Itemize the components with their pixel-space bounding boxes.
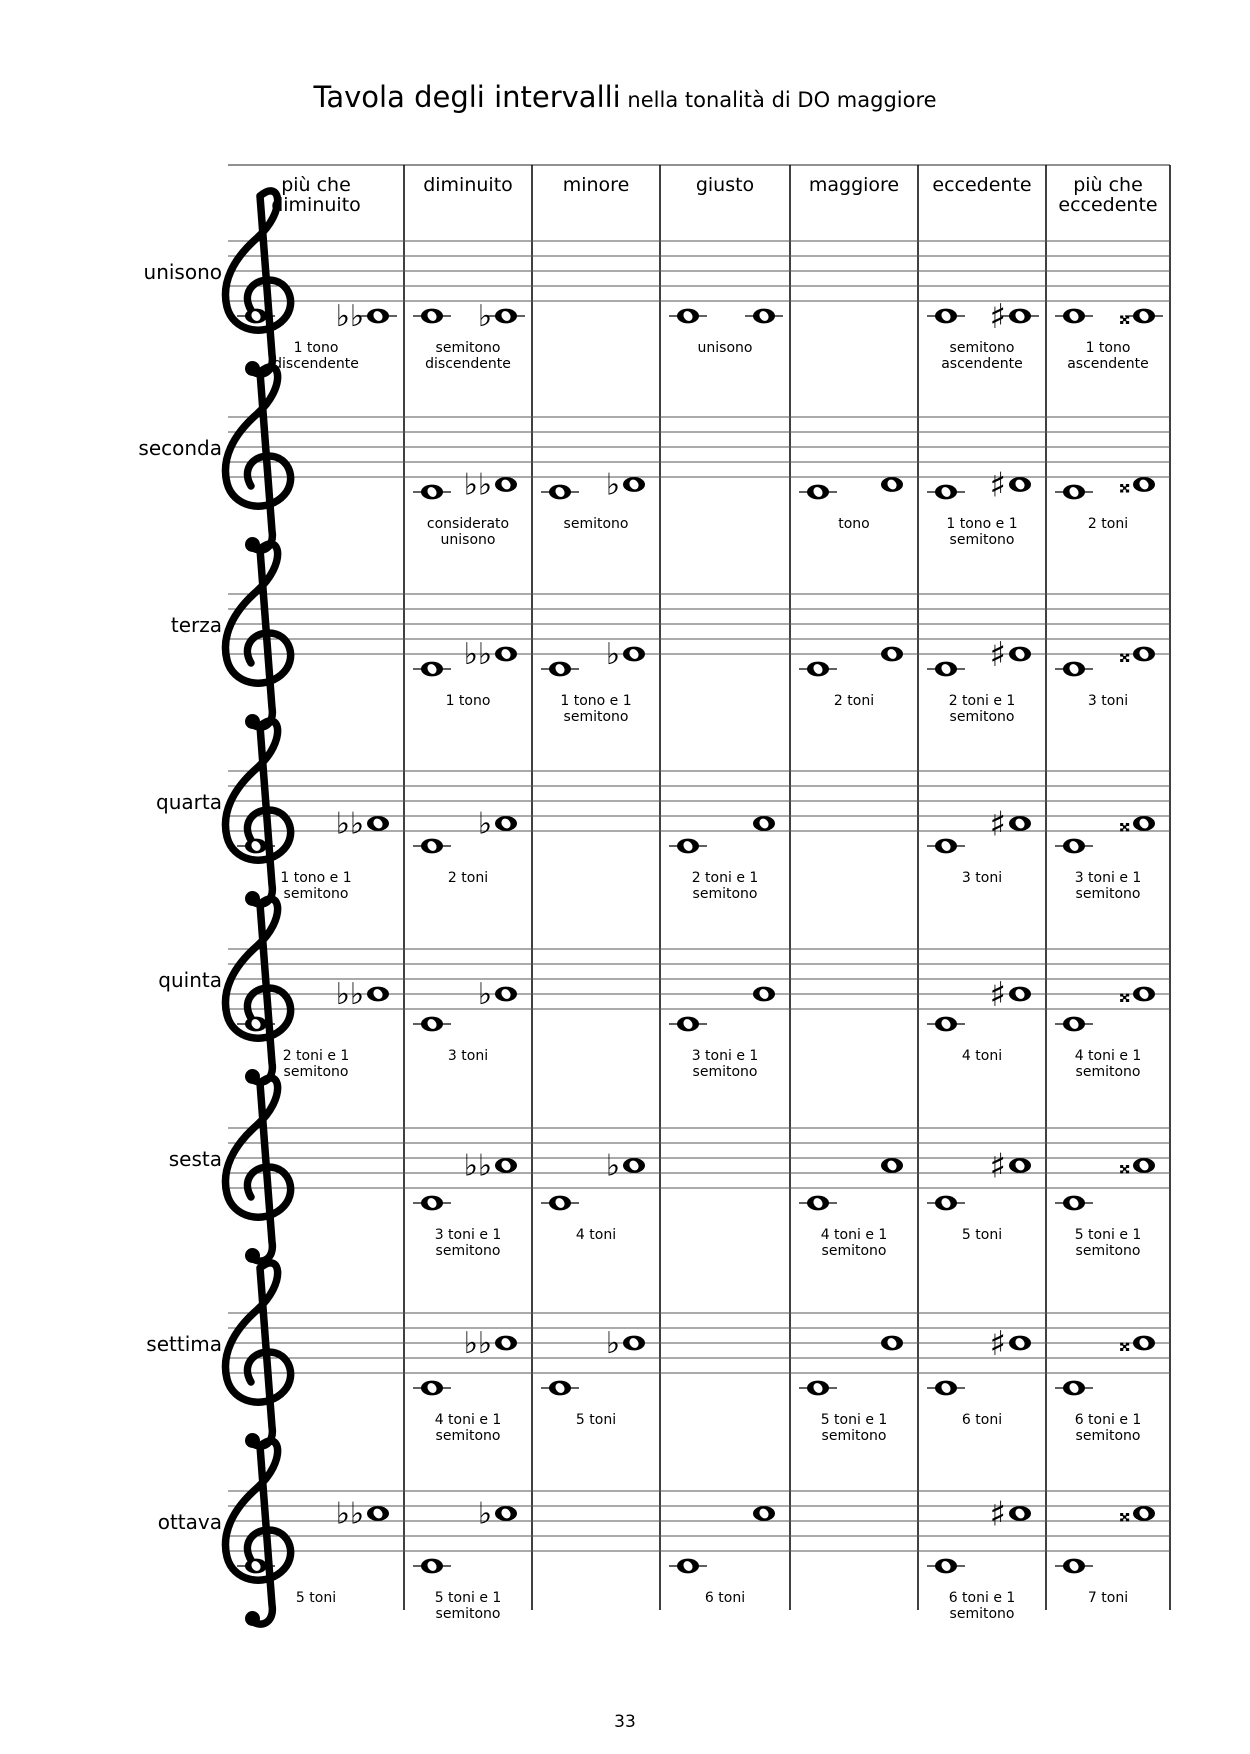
interval-description: unisono	[697, 340, 753, 356]
interval-description: 5 toni e 1	[1074, 1227, 1142, 1243]
whole-note	[495, 1336, 517, 1351]
interval-row-sesta	[169, 1078, 1170, 1263]
interval-description: 1 tono e 1	[560, 693, 632, 709]
column-header-label: giusto	[695, 174, 755, 196]
whole-note	[367, 987, 389, 1002]
whole-note	[495, 1506, 517, 1521]
interval-cell	[1055, 810, 1155, 903]
interval-row-quarta	[156, 721, 1170, 906]
interval-description: 2 toni e 1	[948, 693, 1016, 709]
whole-note	[1063, 309, 1085, 324]
treble-clef-icon	[225, 191, 290, 376]
interval-cell	[927, 466, 1031, 549]
whole-note	[1133, 987, 1155, 1002]
doublesharp-accidental: 𝄪	[1119, 1329, 1130, 1357]
column-header-label: eccedente	[932, 174, 1032, 196]
whole-note	[495, 477, 517, 492]
whole-note	[935, 662, 957, 677]
interval-row-ottava	[158, 1441, 1170, 1626]
whole-note	[1133, 1336, 1155, 1351]
interval-description: 6 toni	[704, 1590, 746, 1606]
interval-description: semitono	[435, 1243, 501, 1259]
interval-cell	[413, 1149, 517, 1260]
interval-description: 4 toni e 1	[434, 1412, 502, 1428]
whole-note	[549, 485, 571, 500]
interval-description: ascendente	[941, 356, 1023, 372]
whole-note	[807, 1196, 829, 1211]
interval-cell	[541, 1326, 645, 1428]
interval-description: 6 toni	[961, 1412, 1003, 1428]
doublesharp-accidental: 𝄪	[1119, 640, 1130, 668]
interval-name-label: seconda	[138, 436, 222, 460]
treble-clef-stroke	[225, 1441, 290, 1624]
flat-accidental: ♭	[477, 1496, 492, 1532]
whole-note	[549, 1381, 571, 1396]
sharp-accidental: ♯	[989, 1324, 1006, 1364]
interval-description: 3 toni e 1	[1074, 870, 1142, 886]
interval-description: semitono	[949, 709, 1015, 725]
sharp-accidental: ♯	[989, 804, 1006, 845]
interval-cell	[413, 1497, 517, 1623]
interval-row-seconda	[138, 367, 1170, 552]
treble-clef-stroke	[225, 1263, 290, 1446]
interval-description: semitono	[1075, 1428, 1141, 1444]
interval-description: 2 toni e 1	[282, 1048, 350, 1064]
interval-description: 4 toni	[575, 1227, 617, 1243]
doubleflat-accidental: ♭♭	[463, 467, 492, 503]
treble-clef-icon	[225, 1441, 290, 1626]
doubleflat-accidental: ♭♭	[463, 637, 492, 672]
interval-row-unisono	[144, 191, 1170, 376]
title-main: Tavola degli intervalli	[313, 80, 621, 114]
interval-cell	[927, 1147, 1031, 1244]
interval-description: semitono	[1075, 886, 1141, 902]
interval-cell	[1055, 471, 1155, 533]
whole-note	[495, 816, 517, 831]
whole-note	[1009, 1506, 1031, 1521]
interval-description: 2 toni	[447, 870, 489, 886]
interval-description: 1 tono	[445, 693, 491, 709]
treble-clef-dot	[245, 1611, 260, 1626]
whole-note	[1133, 1506, 1155, 1521]
interval-description: semitono	[563, 709, 629, 725]
interval-cell	[541, 1149, 645, 1244]
interval-description: 2 toni	[833, 693, 875, 709]
whole-note	[1133, 477, 1155, 492]
interval-description: discendente	[273, 356, 359, 372]
sharp-accidental: ♯	[989, 635, 1006, 675]
column-header-label: minore	[562, 174, 630, 196]
doubleflat-accidental: ♭♭	[335, 806, 364, 842]
interval-cell	[927, 805, 1031, 887]
interval-description: semitono	[821, 1428, 887, 1444]
treble-clef-icon	[225, 544, 290, 729]
whole-note	[549, 1196, 571, 1211]
whole-note	[935, 1017, 957, 1032]
interval-cell	[1055, 1500, 1155, 1607]
interval-description: 5 toni	[961, 1227, 1003, 1243]
interval-description: 4 toni e 1	[820, 1227, 888, 1243]
whole-note	[1009, 477, 1031, 492]
interval-description: 5 toni e 1	[820, 1412, 888, 1428]
doubleflat-accidental: ♭♭	[335, 299, 364, 334]
interval-description: semitono	[435, 1606, 501, 1622]
whole-note	[495, 987, 517, 1002]
interval-cell	[413, 977, 517, 1064]
interval-cell	[413, 468, 517, 549]
interval-description: 3 toni	[447, 1048, 489, 1064]
interval-cell	[237, 807, 389, 903]
interval-description: tono	[838, 516, 870, 532]
interval-description: semitono	[949, 532, 1015, 548]
whole-note	[367, 309, 389, 324]
doublesharp-accidental: 𝄪	[1119, 302, 1130, 330]
whole-note	[935, 1381, 957, 1396]
interval-cell	[237, 299, 397, 372]
interval-row-quinta	[158, 899, 1170, 1084]
whole-note	[623, 477, 645, 492]
whole-note	[1009, 1158, 1031, 1173]
whole-note	[245, 1017, 267, 1032]
interval-description: semitono	[692, 886, 758, 902]
treble-clef-stroke	[225, 1078, 290, 1261]
whole-note	[1063, 485, 1085, 500]
interval-cell	[541, 637, 645, 725]
whole-note	[935, 309, 957, 324]
interval-description: 1 tono e 1	[946, 516, 1018, 532]
interval-description: 6 toni e 1	[1074, 1412, 1142, 1428]
whole-note	[753, 987, 775, 1002]
whole-note	[753, 309, 775, 324]
whole-note	[623, 1158, 645, 1173]
whole-note	[881, 1158, 903, 1173]
column-header-label: più che	[281, 174, 351, 196]
interval-cell	[799, 477, 903, 532]
interval-description: 5 toni e 1	[434, 1590, 502, 1606]
interval-cell	[1055, 302, 1163, 372]
flat-accidental: ♭	[605, 637, 620, 672]
whole-note	[807, 662, 829, 677]
whole-note	[495, 1158, 517, 1173]
interval-description: 3 toni	[1087, 693, 1129, 709]
interval-name-label: settima	[146, 1332, 222, 1356]
sharp-accidental: ♯	[989, 297, 1006, 337]
whole-note	[1063, 1017, 1085, 1032]
interval-cell	[413, 637, 517, 709]
whole-note	[245, 839, 267, 854]
treble-clef-icon	[225, 1078, 290, 1263]
whole-note	[421, 1559, 443, 1574]
doublesharp-accidental: 𝄪	[1119, 1151, 1130, 1180]
whole-note	[245, 309, 267, 324]
flat-accidental: ♭	[605, 1326, 620, 1361]
flat-accidental: ♭	[477, 299, 492, 334]
whole-note	[421, 485, 443, 500]
column-header-label: diminuito	[271, 194, 361, 216]
whole-note	[677, 1559, 699, 1574]
sharp-accidental: ♯	[989, 1494, 1006, 1535]
interval-description: unisono	[440, 532, 496, 548]
whole-note	[935, 485, 957, 500]
interval-description: semitono	[283, 1064, 349, 1080]
whole-note	[881, 647, 903, 662]
doubleflat-accidental: ♭♭	[335, 1496, 364, 1532]
interval-description: 1 tono	[1085, 340, 1131, 356]
interval-cell	[799, 1336, 903, 1444]
interval-description: 6 toni e 1	[948, 1590, 1016, 1606]
whole-note	[1133, 816, 1155, 831]
interval-description: 1 tono e 1	[280, 870, 352, 886]
whole-note	[807, 485, 829, 500]
treble-clef-dot	[245, 1248, 260, 1263]
whole-note	[935, 1559, 957, 1574]
interval-cell	[413, 299, 525, 372]
interval-cell	[1055, 1152, 1155, 1260]
interval-description: 3 toni	[961, 870, 1003, 886]
treble-clef-icon	[225, 899, 290, 1084]
whole-note	[1133, 647, 1155, 662]
interval-cell	[1055, 1329, 1155, 1444]
interval-cell	[413, 1326, 517, 1444]
interval-description: 5 toni	[575, 1412, 617, 1428]
flat-accidental: ♭	[605, 1148, 620, 1184]
whole-note	[421, 1381, 443, 1396]
whole-note	[807, 1381, 829, 1396]
interval-description: semitono	[692, 1064, 758, 1080]
whole-note	[677, 839, 699, 854]
whole-note	[1009, 309, 1031, 324]
interval-description: semitono	[821, 1243, 887, 1259]
doublesharp-accidental: 𝄪	[1119, 470, 1130, 499]
sharp-accidental: ♯	[989, 975, 1006, 1015]
interval-description: semitono	[435, 1428, 501, 1444]
interval-description: semitono	[1075, 1064, 1141, 1080]
interval-name-label: terza	[170, 613, 222, 637]
interval-name-label: quarta	[156, 790, 222, 814]
column-header-label: maggiore	[808, 174, 900, 196]
whole-note	[421, 309, 443, 324]
column-header-label: diminuito	[423, 174, 513, 196]
whole-note	[421, 1017, 443, 1032]
sharp-accidental: ♯	[989, 465, 1006, 506]
whole-note	[367, 816, 389, 831]
whole-note	[1133, 1158, 1155, 1173]
treble-clef-stroke	[225, 544, 290, 727]
interval-cell	[1055, 980, 1155, 1080]
whole-note	[1009, 647, 1031, 662]
whole-note	[881, 477, 903, 492]
flat-accidental: ♭	[477, 806, 492, 842]
whole-note	[421, 1196, 443, 1211]
treble-clef-icon	[225, 367, 290, 552]
doublesharp-accidental: 𝄪	[1119, 1499, 1130, 1528]
interval-row-settima	[146, 1263, 1170, 1448]
whole-note	[753, 816, 775, 831]
whole-note	[677, 1017, 699, 1032]
whole-note	[1009, 816, 1031, 831]
interval-description: discendente	[425, 356, 511, 372]
whole-note	[623, 1336, 645, 1351]
treble-clef-stroke	[225, 191, 290, 374]
whole-note	[1063, 839, 1085, 854]
doubleflat-accidental: ♭♭	[463, 1326, 492, 1361]
whole-note	[753, 1506, 775, 1521]
interval-description: 3 toni e 1	[434, 1227, 502, 1243]
interval-cell	[1055, 640, 1155, 709]
whole-note	[367, 1506, 389, 1521]
interval-cell	[927, 1324, 1031, 1428]
interval-description: considerato	[426, 516, 510, 532]
treble-clef-stroke	[225, 899, 290, 1082]
interval-name-label: ottava	[157, 1510, 222, 1534]
whole-note	[677, 309, 699, 324]
flat-accidental: ♭	[605, 467, 620, 503]
whole-note	[421, 839, 443, 854]
whole-note	[623, 647, 645, 662]
whole-note	[935, 1196, 957, 1211]
column-header-label: più che	[1073, 174, 1143, 196]
interval-description: 3 toni e 1	[691, 1048, 759, 1064]
interval-cell	[669, 816, 775, 902]
treble-clef-stroke	[225, 367, 290, 550]
interval-description: semitono	[1075, 1243, 1141, 1259]
whole-note	[495, 309, 517, 324]
doublesharp-accidental: 𝄪	[1119, 980, 1130, 1008]
whole-note	[1063, 1559, 1085, 1574]
title-rest: nella tonalità di DO maggiore	[620, 88, 937, 112]
interval-cell	[927, 635, 1031, 725]
interval-description: ascendente	[1067, 356, 1149, 372]
sharp-accidental: ♯	[989, 1146, 1006, 1187]
interval-cell	[927, 975, 1031, 1064]
doubleflat-accidental: ♭♭	[463, 1148, 492, 1184]
page-number: 33	[614, 1712, 636, 1732]
whole-note	[495, 647, 517, 662]
interval-description: semitono	[949, 340, 1015, 356]
whole-note	[245, 1559, 267, 1574]
interval-description: semitono	[283, 886, 349, 902]
whole-note	[935, 839, 957, 854]
interval-name-label: quinta	[158, 968, 222, 992]
interval-description: 1 tono	[293, 340, 339, 356]
doubleflat-accidental: ♭♭	[335, 977, 364, 1012]
interval-cell	[413, 807, 517, 887]
flat-accidental: ♭	[477, 977, 492, 1012]
interval-cell	[669, 987, 775, 1080]
interval-name-label: unisono	[143, 260, 222, 284]
doublesharp-accidental: 𝄪	[1119, 809, 1130, 838]
interval-cell	[927, 297, 1039, 372]
interval-description: semitono	[949, 1606, 1015, 1622]
treble-clef-icon	[225, 1263, 290, 1448]
whole-note	[1009, 1336, 1031, 1351]
interval-name-label: sesta	[168, 1147, 222, 1171]
column-header-label: eccedente	[1058, 194, 1158, 216]
whole-note	[881, 1336, 903, 1351]
interval-description: 4 toni e 1	[1074, 1048, 1142, 1064]
interval-description: 4 toni	[961, 1048, 1003, 1064]
whole-note	[1063, 1196, 1085, 1211]
interval-description: semitono	[563, 516, 629, 532]
interval-description: 5 toni	[295, 1590, 337, 1606]
whole-note	[1133, 309, 1155, 324]
interval-description: semitono	[435, 340, 501, 356]
interval-cell	[669, 309, 783, 356]
whole-note	[1063, 662, 1085, 677]
interval-cell	[799, 647, 903, 709]
interval-description: 2 toni	[1087, 516, 1129, 532]
whole-note	[1009, 987, 1031, 1002]
interval-row-terza	[171, 544, 1170, 729]
whole-note	[1063, 1381, 1085, 1396]
whole-note	[549, 662, 571, 677]
whole-note	[421, 662, 443, 677]
interval-description: 7 toni	[1087, 1590, 1129, 1606]
interval-description: 2 toni e 1	[691, 870, 759, 886]
interval-cell	[927, 1495, 1031, 1623]
